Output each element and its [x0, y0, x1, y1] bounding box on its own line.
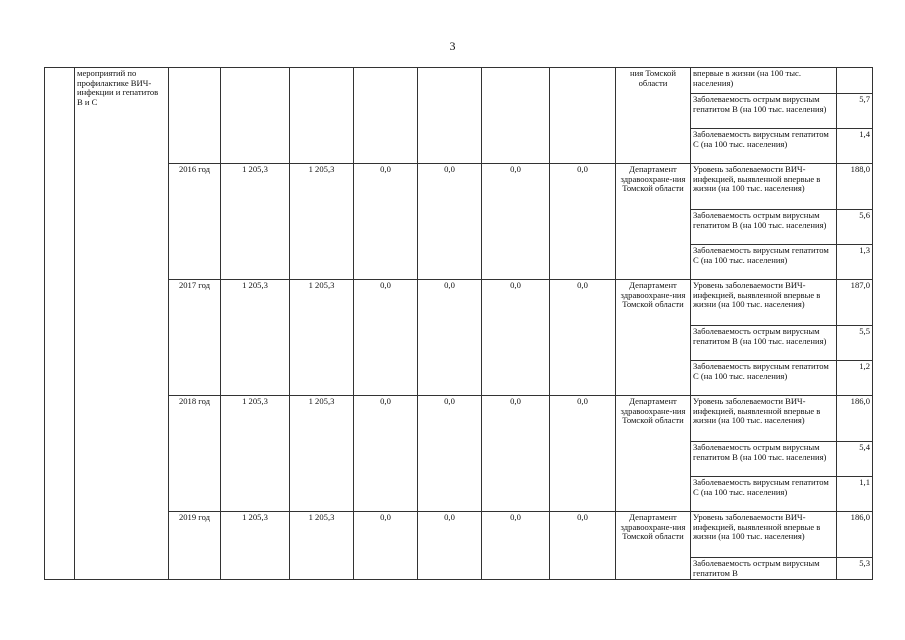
indicator-name-cell: Заболеваемость вирусным гепатитом С (на 100 тыс. населения) — [691, 361, 837, 396]
indicator-name-cell: Заболеваемость вирусным гепатитом С (на 100 тыс. населения) — [691, 245, 837, 280]
value-cell — [550, 68, 616, 164]
indicator-value-cell: 1,3 — [837, 245, 873, 280]
value-cell — [290, 68, 354, 164]
table-row — [45, 164, 873, 210]
indicator-name-cell: впервые в жизни (на 100 тыс. населения) — [691, 68, 837, 94]
value-cell — [221, 68, 290, 164]
value-cell: 0,0 — [550, 280, 616, 396]
program-name-cell: мероприятий по профилактике ВИЧ-инфекции и гепатитов В и С — [75, 68, 169, 580]
table-row — [45, 280, 873, 326]
value-cell: 0,0 — [550, 164, 616, 280]
indicator-value-cell: 5,7 — [837, 94, 873, 129]
value-cell: 0,0 — [354, 512, 418, 580]
value-cell: 0,0 — [550, 512, 616, 580]
executor-cell: Департамент здравоохране-ния Томской области — [616, 396, 691, 512]
indicator-value-cell: 188,0 — [837, 164, 873, 210]
value-cell: 1 205,3 — [221, 512, 290, 580]
year-cell — [169, 68, 221, 164]
indicator-name-cell: Уровень заболеваемости ВИЧ-инфекцией, выявленной впервые в жизни (на 100 тыс. населения) — [691, 396, 837, 442]
table-row — [45, 512, 873, 558]
year-cell: 2016 год — [169, 164, 221, 280]
indicator-value-cell: 5,4 — [837, 442, 873, 477]
executor-cell: ния Томской области — [616, 68, 691, 164]
value-cell: 0,0 — [354, 164, 418, 280]
table-row — [45, 68, 873, 94]
value-cell: 1 205,3 — [290, 512, 354, 580]
indicator-value-cell: 5,5 — [837, 326, 873, 361]
page-number: 3 — [449, 39, 456, 53]
executor-cell: Департамент здравоохране-ния Томской области — [616, 164, 691, 280]
table-row — [45, 396, 873, 442]
year-cell: 2019 год — [169, 512, 221, 580]
value-cell: 0,0 — [418, 280, 482, 396]
program-table — [44, 67, 873, 580]
value-cell: 1 205,3 — [221, 396, 290, 512]
indicator-name-cell: Уровень заболеваемости ВИЧ-инфекцией, выявленной впервые в жизни (на 100 тыс. населения) — [691, 164, 837, 210]
indicator-value-cell: 1,4 — [837, 129, 873, 164]
value-cell: 0,0 — [418, 396, 482, 512]
table-body — [45, 68, 873, 580]
indicator-value-cell: 186,0 — [837, 512, 873, 558]
year-cell: 2018 год — [169, 396, 221, 512]
indicator-name-cell: Заболеваемость острым вирусным гепатитом В (на 100 тыс. населения) — [691, 94, 837, 129]
value-cell: 1 205,3 — [290, 396, 354, 512]
value-cell: 0,0 — [354, 396, 418, 512]
executor-cell: Департамент здравоохране-ния Томской области — [616, 512, 691, 580]
value-cell: 0,0 — [550, 396, 616, 512]
value-cell: 1 205,3 — [290, 280, 354, 396]
value-cell: 0,0 — [482, 280, 550, 396]
indicator-name-cell: Заболеваемость острым вирусным гепатитом В (на 100 тыс. населения) — [691, 210, 837, 245]
value-cell — [482, 68, 550, 164]
indicator-name-cell: Заболеваемость острым вирусным гепатитом В (на 100 тыс. населения) — [691, 326, 837, 361]
indicator-value-cell: 187,0 — [837, 280, 873, 326]
value-cell: 0,0 — [482, 396, 550, 512]
executor-cell: Департамент здравоохране-ния Томской области — [616, 280, 691, 396]
value-cell: 0,0 — [482, 164, 550, 280]
value-cell: 0,0 — [482, 512, 550, 580]
value-cell: 1 205,3 — [290, 164, 354, 280]
value-cell — [418, 68, 482, 164]
value-cell: 0,0 — [418, 164, 482, 280]
indicator-name-cell: Заболеваемость острым вирусным гепатитом В — [691, 558, 837, 580]
indicator-name-cell: Уровень заболеваемости ВИЧ-инфекцией, выявленной впервые в жизни (на 100 тыс. населения) — [691, 280, 837, 326]
indicator-name-cell: Уровень заболеваемости ВИЧ-инфекцией, выявленной впервые в жизни (на 100 тыс. населения) — [691, 512, 837, 558]
indicator-name-cell: Заболеваемость вирусным гепатитом С (на 100 тыс. населения) — [691, 129, 837, 164]
value-cell — [354, 68, 418, 164]
index-cell — [45, 68, 75, 580]
indicator-value-cell: 186,0 — [837, 396, 873, 442]
year-cell: 2017 год — [169, 280, 221, 396]
indicator-name-cell: Заболеваемость вирусным гепатитом С (на 100 тыс. населения) — [691, 477, 837, 512]
indicator-value-cell: 5,6 — [837, 210, 873, 245]
indicator-value-cell: 1,2 — [837, 361, 873, 396]
value-cell: 0,0 — [418, 512, 482, 580]
value-cell: 1 205,3 — [221, 164, 290, 280]
indicator-name-cell: Заболеваемость острым вирусным гепатитом В (на 100 тыс. населения) — [691, 442, 837, 477]
indicator-value-cell — [837, 68, 873, 94]
indicator-value-cell: 5,3 — [837, 558, 873, 580]
value-cell: 0,0 — [354, 280, 418, 396]
indicator-value-cell: 1,1 — [837, 477, 873, 512]
value-cell: 1 205,3 — [221, 280, 290, 396]
